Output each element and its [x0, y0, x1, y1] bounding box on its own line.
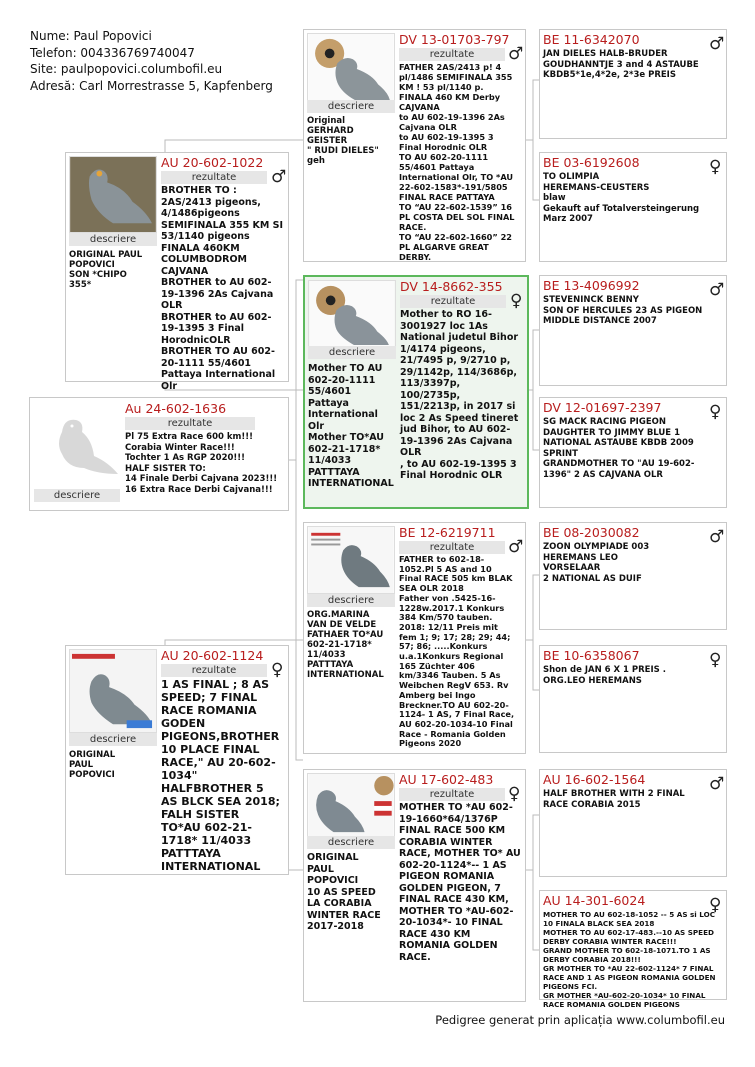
- text-line: PIGEONS,BROTHER: [161, 730, 280, 743]
- text-line: DERBY.: [399, 252, 432, 262]
- text-line: MOTHER TO AU 602-18-1052 -- 5 AS si LOC: [543, 910, 715, 919]
- pigeon-info: [543, 49, 726, 137]
- text-line: HEREMANS LEO: [543, 552, 618, 563]
- text-line: SEA OLR 2018: [399, 583, 464, 594]
- text-line: GODEN: [161, 717, 206, 730]
- card-maternal-grandfather[interactable]: [303, 522, 526, 754]
- female-icon: ♀: [271, 660, 284, 680]
- text-line: PAUL: [69, 760, 94, 770]
- male-icon: ♂: [709, 527, 725, 547]
- text-line: SON *CHIPO: [69, 270, 127, 280]
- text-line: WINTER RACE: [307, 909, 381, 921]
- text-line: 1/4174 pigeons,: [400, 343, 486, 355]
- text-line: to AU 602-19-1396 2As: [399, 112, 505, 122]
- text-line: Shon de JAN 6 X 1 PREIS .: [543, 665, 666, 675]
- text-line: Pattaya International: [161, 369, 276, 380]
- text-line: 10 AS SPEED: [307, 886, 376, 898]
- text-line: INTERNATIONAL: [307, 670, 384, 680]
- text-line: BROTHER TO :: [161, 185, 237, 196]
- card-ffm[interactable]: [539, 152, 727, 262]
- text-line: 355*: [69, 280, 92, 290]
- text-line: Original: [307, 116, 346, 126]
- text-line: POPOVICI: [69, 770, 115, 780]
- card-mff[interactable]: [539, 522, 727, 630]
- text-line: MOTHER TO *AU 602-: [399, 802, 513, 813]
- text-line: TO “AU 22-602-1660” 22: [399, 232, 512, 242]
- card-maternal-grandmother[interactable]: [303, 769, 526, 1002]
- description-button[interactable]: descriere: [308, 346, 396, 359]
- text-line: 22-602-1583*-191/5805: [399, 182, 508, 192]
- text-line: KBDB5*1e,4*2e, 2*3e PREIS: [543, 70, 676, 80]
- pigeon-info: [543, 665, 726, 751]
- text-line: RACE," AU 20-602-: [161, 756, 276, 769]
- pigeon-photo[interactable]: [69, 649, 157, 733]
- text-line: 151/2213p, in 2017 si: [400, 401, 516, 412]
- text-line: 19-1396 2As Cajvana: [400, 435, 513, 447]
- text-line: COLUMBODROM: [161, 254, 247, 265]
- text-line: Olr: [161, 380, 178, 392]
- card-fff[interactable]: [539, 29, 727, 139]
- photo-caption: [307, 852, 395, 933]
- card-paternal-grandmother[interactable]: [303, 275, 529, 509]
- text-line: TO AU 602-20-1111: [399, 152, 489, 162]
- text-line: KM ! 53 pl/1140 p.: [399, 82, 484, 92]
- text-line: Final Horodnic OLR: [399, 142, 488, 152]
- text-line: GR MOTHER TO *AU 22-602-1124* 7 FINAL: [543, 964, 714, 973]
- pigeon-info: [399, 802, 525, 1000]
- text-line: km/3346 Tauben. 5 As: [399, 670, 501, 681]
- pigeon-info: [543, 417, 726, 505]
- text-line: National judetul Bihor: [400, 332, 519, 343]
- ring-number[interactable]: DV 14-8662-355: [400, 279, 503, 294]
- male-icon: ♂: [271, 167, 287, 187]
- card-fmm[interactable]: [539, 397, 727, 508]
- text-line: fem 1; 9; 17; 28; 29; 44;: [399, 631, 511, 642]
- pigeon-info: [400, 309, 528, 507]
- text-line: 3001927 loc 1As: [400, 320, 488, 332]
- text-line: 11/4033: [307, 650, 346, 660]
- results-button[interactable]: rezultate: [161, 664, 267, 677]
- text-line: 602-21-1718*: [307, 640, 372, 650]
- text-line: TO*AU 602-21-: [161, 821, 252, 834]
- pigeon-photo[interactable]: [69, 156, 157, 233]
- text-line: 1034": [161, 769, 198, 782]
- text-line: CAJVANA: [399, 102, 440, 112]
- text-line: 602-20-1111: [308, 374, 376, 386]
- text-line: 113/3397p,: [400, 378, 461, 389]
- text-line: PATTTAYA: [307, 660, 354, 670]
- text-line: Gekauft auf Totalversteingerung: [543, 203, 700, 214]
- male-icon: ♂: [709, 280, 725, 300]
- text-line: FINAL RACE PATTAYA: [399, 192, 495, 202]
- text-line: 10 FINALA BLACK SEA 2018: [543, 919, 655, 928]
- photo-caption: [69, 750, 157, 780]
- card-mmm[interactable]: [539, 890, 727, 1009]
- male-icon: ♂: [709, 774, 725, 794]
- photo-caption: [307, 116, 395, 166]
- text-line: Amberg bei Ingo: [399, 689, 476, 700]
- pigeon-info: [161, 185, 289, 392]
- text-line: 2017-2018: [307, 921, 364, 932]
- text-line: NATIONAL ASTAUBE KBDB 2009: [543, 438, 694, 448]
- text-line: FATHER to 602-18-: [399, 554, 485, 564]
- text-line: VAN DE VELDE: [307, 620, 377, 630]
- pigeon-photo[interactable]: [307, 773, 395, 837]
- text-line: AS BLCK SEA 2018;: [161, 795, 280, 808]
- text-line: 29/1142p, 114/3686p,: [400, 366, 517, 378]
- text-line: 384 Km/570 tauben.: [399, 612, 493, 623]
- text-line: SON OF HERCULES 23 AS PIGEON: [543, 305, 703, 316]
- text-line: FATHAER TO*AU: [307, 630, 384, 640]
- text-line: ORIGINAL: [307, 852, 359, 863]
- text-line: PATTTAYA: [161, 847, 221, 860]
- text-line: STEVENINCK BENNY: [543, 295, 639, 305]
- text-line: 14 Finale Derbi Cajvana 2023!!!: [125, 474, 278, 484]
- results-button[interactable]: rezultate: [161, 171, 267, 184]
- ring-number[interactable]: BE 03-6192608: [543, 155, 640, 170]
- text-line: PATTTAYA: [308, 466, 360, 478]
- pigeon-info: [161, 678, 289, 874]
- text-line: ORIGINAL PAUL: [69, 250, 143, 260]
- text-line: PL COSTA DEL SOL FINAL: [399, 212, 515, 222]
- female-icon: ♀: [709, 157, 722, 177]
- ring-number[interactable]: AU 14-301-6024: [543, 893, 646, 908]
- pigeon-photo-icon: [308, 774, 394, 836]
- text-line: International: [308, 409, 378, 420]
- photo-caption: [308, 363, 398, 490]
- pigeon-photo[interactable]: [307, 526, 395, 594]
- text-line: SPEED; 7 FINAL: [161, 691, 258, 704]
- text-line: 55/4601 Pattaya: [399, 162, 475, 172]
- text-line: 602-21-1718*: [308, 443, 381, 455]
- text-line: 19-1660*64/1376P: [399, 813, 498, 825]
- text-line: GOUDHANNTJE 3 and 4 ASTAUBE: [543, 59, 699, 70]
- text-line: JAN DIELES HALB-BRUDER: [543, 49, 668, 59]
- text-line: GRANDMOTHER TO "AU 19-602-: [543, 459, 695, 469]
- pigeon-photo[interactable]: [308, 280, 396, 348]
- pigeon-info: [399, 62, 525, 260]
- text-line: 1396" 2 AS CAJVANA OLR: [543, 469, 663, 480]
- text-line: TO OLIMPIA: [543, 172, 600, 182]
- pigeon-photo[interactable]: [307, 33, 395, 103]
- ring-number[interactable]: BE 11-6342070: [543, 32, 640, 47]
- text-line: " RUDI DIELES": [307, 146, 379, 156]
- pigeon-info: [543, 172, 726, 260]
- text-line: FATHER 2AS/2413 p! 4: [399, 62, 502, 72]
- text-line: ZOON OLYMPIADE 003: [543, 542, 650, 552]
- text-line: 10 PLACE FINAL: [161, 743, 260, 756]
- pigeon-info: [543, 910, 726, 1009]
- text-line: RACE.: [399, 222, 427, 232]
- text-line: RACE 430 KM: [399, 928, 471, 940]
- card-mfm[interactable]: [539, 645, 727, 753]
- pigeon-info: [543, 542, 726, 628]
- ring-number[interactable]: BE 08-2030082: [543, 525, 640, 540]
- text-line: HEREMANS-CEUSTERS: [543, 182, 650, 193]
- text-line: blaw: [543, 193, 566, 203]
- text-line: Corabia Winter Race!!!: [125, 442, 235, 453]
- text-line: MIDDLE DISTANCE 2007: [543, 316, 657, 326]
- text-line: 16 Extra Race Derbi Cajvana!!!: [125, 484, 273, 495]
- owner-info: [30, 28, 273, 94]
- text-line: Mother to RO 16-: [400, 309, 492, 320]
- ring-number[interactable]: DV 13-01703-797: [399, 32, 510, 47]
- pigeon-photo-icon: [308, 34, 394, 102]
- card-mmf[interactable]: [539, 769, 727, 877]
- text-line: FINALA 460 KM Derby: [399, 92, 501, 102]
- text-line: DERBY CORABIA WINTER RACE!!!: [543, 937, 677, 946]
- text-line: 19-1395 3 Final: [161, 323, 245, 334]
- description-button[interactable]: descriere: [307, 594, 395, 607]
- text-line: 4/1486pigeons: [161, 208, 240, 219]
- female-icon: ♀: [510, 291, 523, 311]
- text-line: 100/2735p,: [400, 389, 461, 401]
- text-line: MOTHER TO AU 602-17-483.--10 AS SPEED: [543, 928, 714, 937]
- text-line: loc 2 As Speed tineret: [400, 412, 519, 424]
- text-line: HALF BROTHER WITH 2 FINAL: [543, 789, 685, 799]
- text-line: 53/1140 pigeons: [161, 231, 250, 242]
- ring-number[interactable]: BE 10-6358067: [543, 648, 640, 663]
- text-line: 2AS/2413 pigeons,: [161, 196, 261, 208]
- text-line: 11/4033: [308, 455, 352, 466]
- text-line: Father von .5425-16-: [399, 592, 496, 603]
- owner-address: Adresă: Carl Morrestrasse 5, Kapfenberg: [30, 78, 273, 93]
- pigeon-photo-icon: [70, 157, 156, 232]
- text-line: Pigeons 2020: [399, 738, 462, 749]
- results-button[interactable]: rezultate: [400, 295, 506, 308]
- text-line: 20-1111 55/4601: [161, 357, 252, 369]
- text-line: INTERNATIONAL: [308, 478, 394, 489]
- text-line: FINALA 460KM: [161, 242, 240, 254]
- text-line: 1228w.2017.1 Konkurs: [399, 602, 505, 613]
- pigeon-info: [543, 789, 726, 875]
- text-line: ORIGINAL: [69, 750, 116, 760]
- text-line: Olr: [308, 420, 325, 432]
- description-button[interactable]: descriere: [307, 100, 395, 113]
- photo-caption: [69, 250, 157, 290]
- ring-number[interactable]: DV 12-01697-2397: [543, 400, 662, 415]
- text-line: RACE ROMANIA GOLDEN PIGEONS: [543, 1000, 680, 1009]
- text-line: BROTHER TO AU 602-: [161, 346, 275, 357]
- text-line: jud Bihor, to AU 602-: [400, 424, 511, 435]
- text-line: Pl 75 Extra Race 600 km!!!: [125, 432, 254, 442]
- results-button[interactable]: rezultate: [399, 48, 505, 61]
- text-line: 1 AS FINAL ; 8 AS: [161, 678, 270, 691]
- text-line: RACE ROMANIA: [161, 704, 257, 717]
- results-button[interactable]: rezultate: [399, 788, 505, 801]
- text-line: pl/1486 SEMIFINALA 355: [399, 72, 513, 82]
- male-icon: ♂: [508, 44, 524, 64]
- text-line: 19-1396 2As Cajvana: [161, 288, 274, 300]
- text-line: MOTHER TO *AU-602-: [399, 905, 514, 917]
- text-line: 1124- 1 AS, 7 Final Race,: [399, 709, 515, 720]
- text-line: Final Horodnic OLR: [400, 470, 503, 481]
- owner-site-link[interactable]: Site: paulpopovici.columbofil.eu: [30, 62, 223, 76]
- female-icon: ♀: [508, 784, 521, 804]
- text-line: 21/7495 p, 9/2710 p,: [400, 355, 511, 366]
- description-button[interactable]: descriere: [69, 233, 157, 246]
- ring-number[interactable]: AU 17-602-483: [399, 772, 494, 787]
- text-line: SG MACK RACING PIGEON: [543, 417, 666, 427]
- text-line: LA CORABIA: [307, 898, 372, 909]
- pigeon-photo-icon: [309, 281, 395, 347]
- text-line: RACE CORABIA 2015: [543, 799, 641, 810]
- text-line: Tochter 1 As RGP 2020!!!: [125, 453, 246, 463]
- text-line: ORG.MARINA: [307, 610, 370, 620]
- text-line: 1052.Pl 5 AS and 10: [399, 563, 492, 574]
- card-mother[interactable]: [65, 645, 289, 875]
- card-paternal-grandfather[interactable]: [303, 29, 526, 262]
- text-line: Weibchen RegV 653. Rv: [399, 680, 509, 691]
- text-line: GOLDEN PIGEON, 7: [399, 882, 501, 894]
- text-line: Cajvana OLR: [399, 122, 457, 132]
- text-line: HorodnicOLR: [161, 334, 231, 346]
- text-line: , to AU 602-19-1395 3: [400, 458, 517, 470]
- text-line: PAUL: [307, 863, 334, 875]
- male-icon: ♂: [508, 537, 524, 557]
- text-line: PIGEON ROMANIA: [399, 871, 495, 882]
- text-line: 165 Züchter 406: [399, 660, 475, 671]
- pigeon-info: [125, 432, 285, 510]
- text-line: GRAND MOTHER TO 602-18-1071.TO 1 AS: [543, 946, 711, 955]
- ring-number[interactable]: BE 12-6219711: [399, 525, 496, 540]
- pigeon-info: [543, 295, 726, 383]
- text-line: VORSELAAR: [543, 563, 601, 573]
- text-line: 57; 86; .....Konkurs: [399, 641, 488, 652]
- text-line: BROTHER to AU 602-: [161, 277, 272, 288]
- text-line: FINAL RACE 430 KM,: [399, 894, 509, 905]
- results-button[interactable]: rezultate: [399, 541, 505, 554]
- text-line: INTERNATIONAL: [161, 860, 261, 873]
- text-line: 2018: 12/11 Preis mit: [399, 621, 498, 632]
- ring-number[interactable]: AU 16-602-1564: [543, 772, 646, 787]
- ring-number[interactable]: AU 20-602-1022: [161, 155, 264, 170]
- card-father[interactable]: [65, 152, 289, 392]
- text-line: 1718* 11/4033: [161, 834, 252, 847]
- female-icon: ♀: [709, 650, 722, 670]
- text-line: PIGEONS FCI.: [543, 982, 598, 991]
- description-button[interactable]: descriere: [34, 489, 120, 502]
- text-line: POPOVICI: [69, 260, 115, 270]
- text-line: International Olr, TO *AU: [399, 172, 514, 182]
- female-icon: ♀: [709, 895, 722, 915]
- description-button[interactable]: descriere: [69, 733, 157, 746]
- text-line: POPOVICI: [307, 875, 359, 886]
- text-line: Marz 2007: [543, 214, 593, 224]
- text-line: HALFBROTHER 5: [161, 782, 264, 795]
- female-icon: ♀: [709, 402, 722, 422]
- text-line: BROTHER to AU 602-: [161, 311, 272, 323]
- text-line: Final RACE 505 km BLAK: [399, 573, 513, 584]
- text-line: PL ALGARVE GREAT: [399, 242, 489, 252]
- text-line: RACE.: [399, 951, 431, 963]
- text-line: SEMIFINALA 355 KM SI: [161, 219, 283, 231]
- ring-number[interactable]: AU 20-602-1124: [161, 648, 264, 663]
- card-subject[interactable]: [29, 397, 289, 511]
- results-button[interactable]: rezultate: [125, 417, 255, 430]
- card-fmf[interactable]: [539, 275, 727, 386]
- text-line: ORG.LEO HEREMANS: [543, 675, 642, 686]
- pigeon-photo-placeholder[interactable]: [34, 402, 120, 490]
- footer-credit: Pedigree generat prin aplicația www.columbofil.eu: [435, 1013, 725, 1027]
- text-line: Pattaya: [308, 397, 349, 409]
- ring-number[interactable]: BE 13-4096992: [543, 278, 640, 293]
- text-line: FALH SISTER: [161, 808, 240, 821]
- text-line: FINAL RACE 500 KM: [399, 825, 506, 836]
- text-line: RACE, MOTHER TO* AU: [399, 848, 521, 859]
- text-line: u.a.1Konkurs Regional: [399, 651, 504, 662]
- text-line: CAJVANA: [161, 265, 209, 277]
- text-line: geh: [307, 156, 325, 166]
- photo-caption: [307, 610, 395, 680]
- text-line: HALF SISTER TO:: [125, 463, 206, 474]
- text-line: TO “AU 22-602-1539” 16: [399, 202, 512, 212]
- text-line: CORABIA WINTER: [399, 836, 493, 848]
- male-icon: ♂: [709, 34, 725, 54]
- pigeon-info: [399, 555, 525, 753]
- pigeon-silhouette-icon: [34, 402, 120, 490]
- text-line: OLR: [400, 447, 422, 458]
- text-line: 20-1034*- 10 FINAL: [399, 917, 503, 928]
- text-line: GR MOTHER *AU-602-20-1034* 10 FINAL: [543, 991, 706, 1000]
- ring-number[interactable]: Au 24-602-1636: [125, 401, 227, 416]
- text-line: Race - Romania Golden: [399, 728, 506, 739]
- text-line: Mother TO AU: [308, 363, 383, 374]
- text-line: RACE AND 1 AS PIGEON ROMANIA GOLDEN: [543, 973, 716, 982]
- text-line: Breckner.TO AU 602-20-: [399, 699, 509, 710]
- text-line: OLR: [161, 300, 183, 311]
- text-line: 602-20-1124*-- 1 AS: [399, 859, 507, 871]
- text-line: GEISTER: [307, 136, 348, 146]
- text-line: ROMANIA GOLDEN: [399, 940, 498, 951]
- text-line: 55/4601: [308, 386, 352, 397]
- text-line: to AU 602-19-1395 3: [399, 132, 494, 142]
- pigeon-photo-icon: [308, 527, 394, 593]
- owner-name: Nume: Paul Popovici: [30, 29, 152, 43]
- pigeon-photo-icon: [70, 650, 156, 732]
- description-button[interactable]: descriere: [307, 836, 395, 849]
- text-line: 2 NATIONAL AS DUIF: [543, 573, 642, 584]
- owner-phone: Telefon: 004336769740047: [30, 45, 195, 60]
- text-line: SPRINT: [543, 448, 578, 459]
- text-line: DERBY CORABIA 2018!!!: [543, 955, 641, 964]
- text-line: Mother TO*AU: [308, 432, 385, 443]
- text-line: DAUGHTER TO JIMMY BLUE 1: [543, 427, 680, 438]
- text-line: AU 602-20-1034-10 Final: [399, 718, 513, 729]
- text-line: GERHARD: [307, 126, 354, 136]
